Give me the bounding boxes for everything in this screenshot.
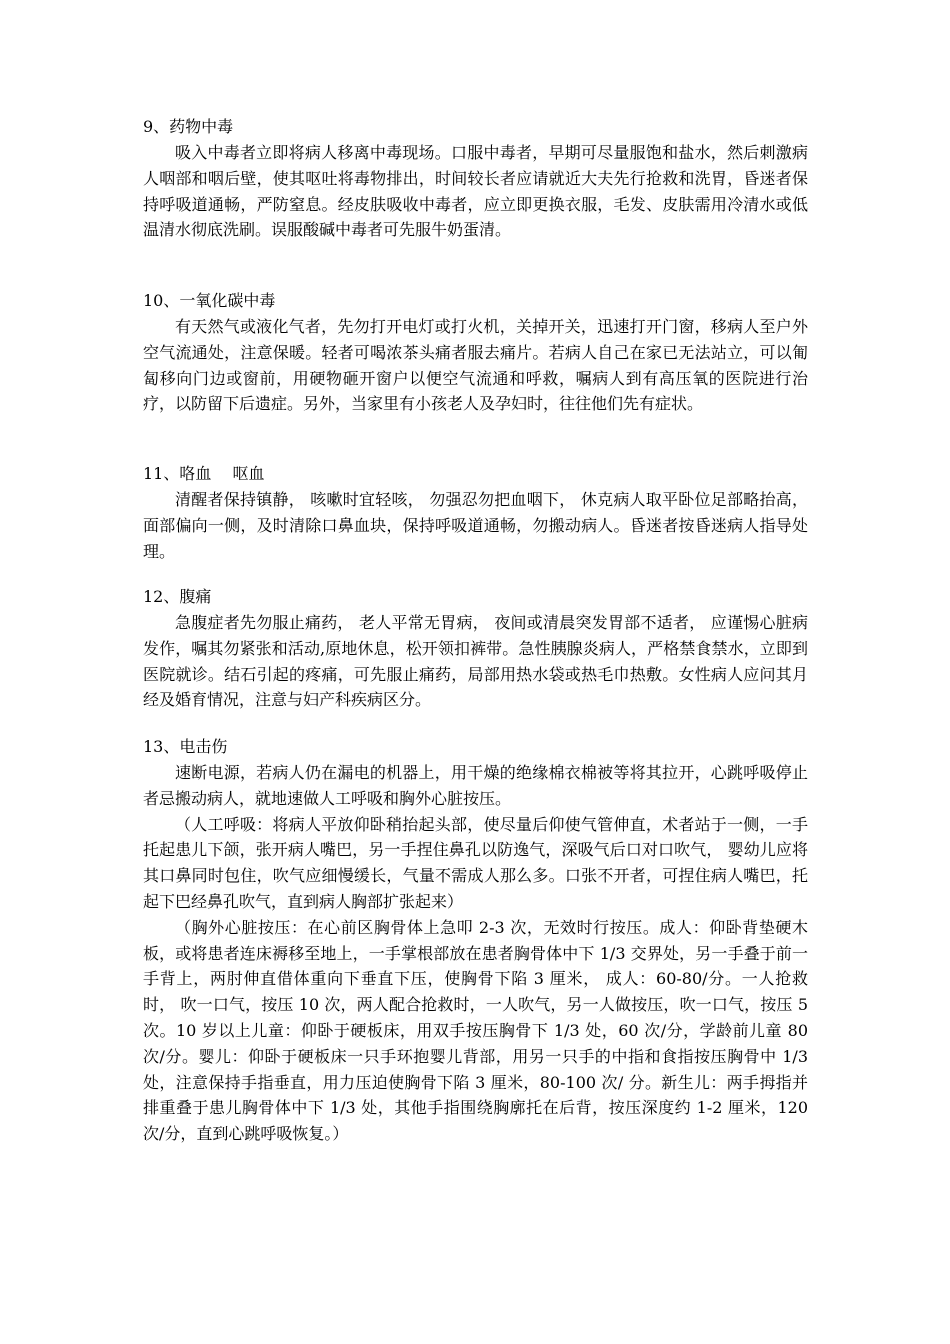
paragraph-artificial-respiration: （人工呼吸：将病人平放仰卧稍抬起头部，使尽量后仰使气管伸直，术者站于一侧，一手托起患儿下颌，张开病人嘴巴，另一手捏住鼻孔以防逸气，深吸气后口对口吹气， 婴幼儿应将其口鼻同时包住，吹气应细慢缓长，气量不需成人那么多。口张不开者，可捏住病人嘴巴，托起下巴经鼻孔吹气，直到病人胸部扩张起来） bbox=[143, 814, 808, 911]
section-hemoptysis-hematemesis bbox=[143, 461, 808, 564]
paragraph: 急腹症者先勿服止痛药， 老人平常无胃病， 夜间或清晨突发胃部不适者， 应谨惕心脏病发作，嘱其勿紧张和活动,原地休息，松开领扣裤带。急性胰腺炎病人，严格禁食禁水，立即到医院就诊。结石引起的疼痛，可先服止痛药，局部用热水袋或热毛巾热敷。女性病人应问其月经及婚育情况，注意与妇产科疾病区分。 bbox=[143, 613, 808, 710]
paragraph: 速断电源，若病人仍在漏电的机器上，用干燥的绝缘棉衣棉被等将其拉开，心跳呼吸停止者忌搬动病人，就地速做人工呼吸和胸外心脏按压。 bbox=[143, 763, 808, 808]
paragraph: 有天然气或液化气者，先勿打开电灯或打火机，关掉开关，迅速打开门窗，移病人至户外空气流通处，注意保暖。轻者可喝浓茶头痛者服去痛片。若病人自己在家已无法站立，可以匍匐移向门边或窗前，用硬物砸开窗户以便空气流通和呼救，嘱病人到有高压氧的医院进行治疗，以防留下后遗症。另外，当家里有小孩老人及孕妇时，往往他们先有症状。 bbox=[143, 317, 808, 414]
section-co-poisoning bbox=[143, 288, 808, 417]
section-heading: 11、咯血 呕血 bbox=[143, 464, 265, 483]
section-heading: 10、一氧化碳中毒 bbox=[143, 291, 276, 310]
paragraph: 清醒者保持镇静， 咳嗽时宜轻咳， 勿强忍勿把血咽下， 休克病人取平卧位足部略抬高，面部偏向一侧，及时清除口鼻血块，保持呼吸道通畅，勿搬动病人。昏迷者按昏迷病人指导处理。 bbox=[143, 490, 808, 561]
section-electric-shock bbox=[143, 734, 808, 1147]
section-heading: 9、药物中毒 bbox=[143, 117, 234, 136]
section-drug-poisoning bbox=[143, 114, 808, 243]
paragraph: 吸入中毒者立即将病人移离中毒现场。口服中毒者，早期可尽量服饱和盐水，然后刺激病人咽部和咽后壁，使其呕吐将毒物排出，时间较长者应请就近大夫先行抢救和洗胃，昏迷者保持呼吸道通畅，严防窒息。经皮肤吸收中毒者，应立即更换衣服，毛发、皮肤需用冷清水或低温清水彻底洗刷。误服酸碱中毒者可先服牛奶蛋清。 bbox=[143, 143, 808, 240]
paragraph-chest-compression: （胸外心脏按压：在心前区胸骨体上急叩 2-3 次，无效时行按压。成人：仰卧背垫硬木板，或将患者连床褥移至地上，一手掌根部放在患者胸骨体中下 1/3 交界处，另一手叠于前一手背上，两肘伸直借体重向下垂直下压，使胸骨下陷 3 厘米， 成人：60-80/分。一人抢救时， 吹一口气，按压 10 次，两人配合抢救时，一人吹气，另一人做按压，吹一口气，按压 5 次。10 岁以上儿童：仰卧于硬板床，用双手按压胸骨下 1/3 处，60 次/分，学龄前儿童 80 次/分。婴儿：仰卧于硬板床一只手环抱婴儿背部，用另一只手的中指和食指按压胸骨中 1/3 处，注意保持手指垂直，用力压迫使胸骨下陷 3 厘米，80-100 次/ 分。新生儿：两手拇指并排重叠于患儿胸骨体中下 1/3 处，其他手指围绕胸廓托在后背，按压深度约 1-2 厘米，120 次/分，直到心跳呼吸恢复。） bbox=[143, 917, 808, 1144]
section-abdominal-pain bbox=[143, 584, 808, 713]
section-heading: 12、腹痛 bbox=[143, 587, 212, 606]
section-heading: 13、电击伤 bbox=[143, 737, 228, 756]
